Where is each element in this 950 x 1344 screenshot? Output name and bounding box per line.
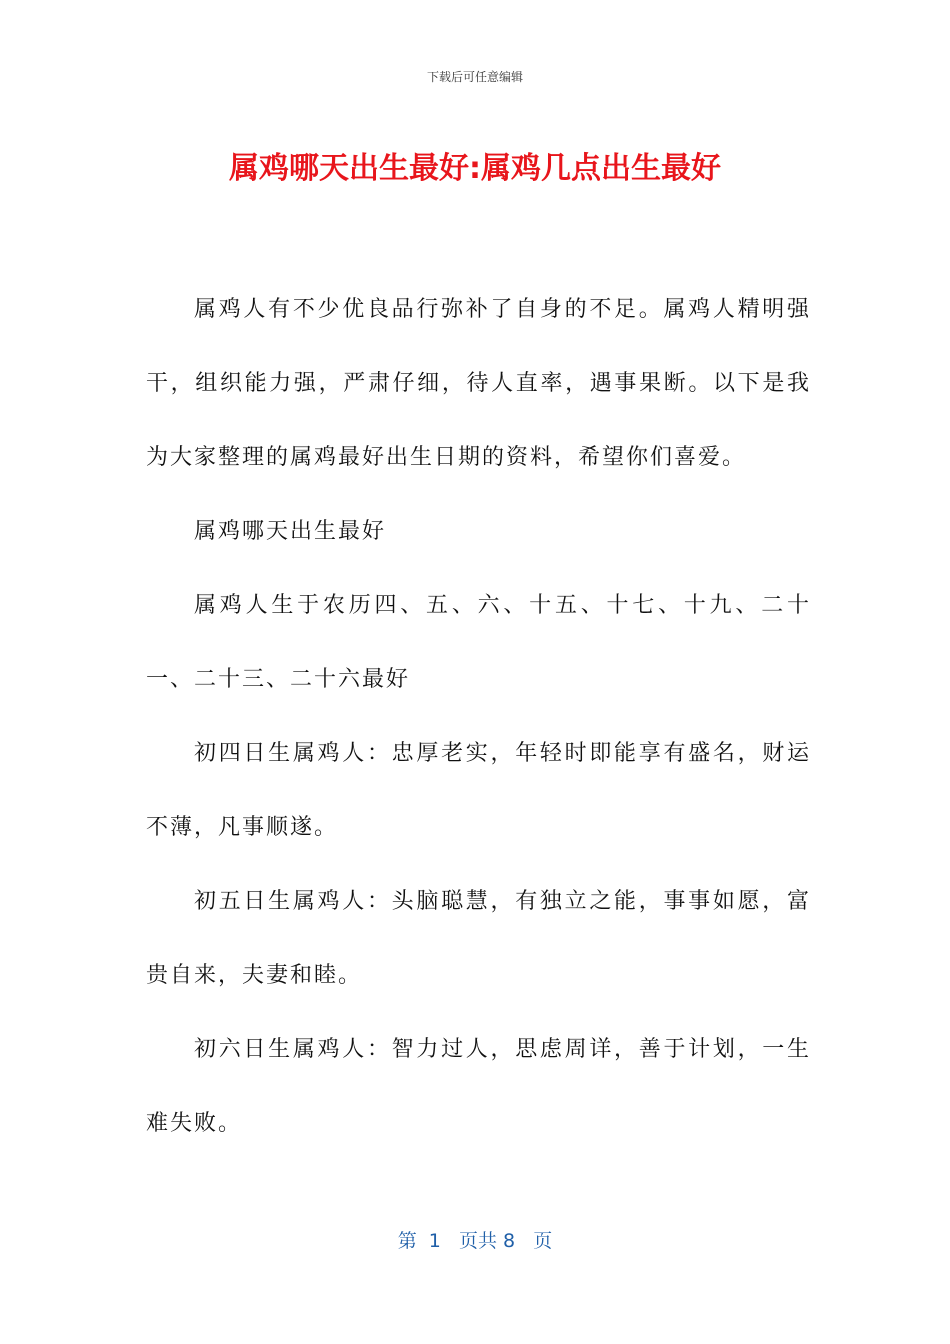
page-title: 属鸡哪天出生最好:属鸡几点出生最好 [229, 151, 721, 186]
header-note: 下载后可任意编辑 [426, 70, 523, 84]
day-5-paragraph: 初五日生属鸡人：头脑聪慧，有独立之能，事事如愿，富贵自来，夫妻和睦。 [146, 889, 811, 988]
best-days-paragraph: 属鸡人生于农历四、五、六、十五、十七、十九、二十一、二十三、二十六最好 [146, 593, 811, 692]
page-footer: 第 1 页共 8 页 [397, 1230, 553, 1252]
day-6-paragraph: 初六日生属鸡人：智力过人，思虑周详，善于计划，一生难失败。 [146, 1037, 811, 1136]
intro-paragraph: 属鸡人有不少优良品行弥补了自身的不足。属鸡人精明强干，组织能力强，严肃仔细，待人直率，遇事果断。以下是我为大家整理的属鸡最好出生日期的资料，希望你们喜爱。 [146, 297, 811, 470]
section-heading: 属鸡哪天出生最好 [194, 519, 387, 544]
document-body [146, 273, 811, 1161]
day-4-paragraph: 初四日生属鸡人：忠厚老实，年轻时即能享有盛名，财运不薄，凡事顺遂。 [146, 741, 811, 840]
